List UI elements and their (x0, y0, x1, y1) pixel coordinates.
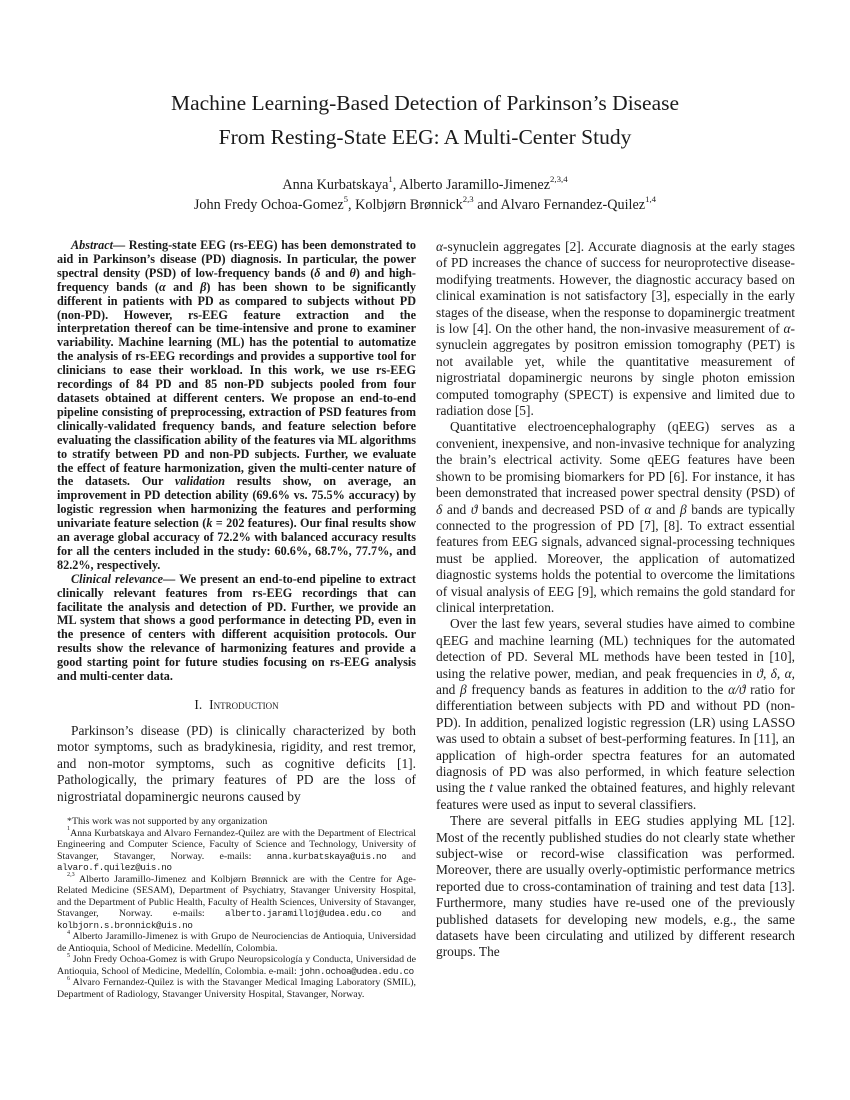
body-paragraph-3 (436, 616, 795, 813)
text-run: δ (436, 501, 443, 517)
text-run: β (679, 501, 687, 517)
text-run: 2,3 (462, 193, 474, 204)
text-run: ϑ (756, 665, 763, 681)
text-run: results show, on average, an improvement in PD detection ability (69.6% vs. 75.5% accuracy) by logistic regression when harmonizing the features and performing univariate feature selection ( (57, 474, 417, 531)
text-run: , (776, 665, 785, 681)
text-run: 1 (67, 826, 71, 833)
authors-line-2 (0, 195, 850, 215)
text-run: α/ϑ (728, 681, 746, 697)
text-run: , Kolbjørn Brønnick (348, 197, 463, 213)
text-run: δ (770, 665, 777, 681)
text-run: 2,3 (67, 872, 75, 879)
clinical-relevance-paragraph (57, 573, 416, 684)
text-run: , and (436, 665, 795, 697)
paper-title-line-1: Machine Learning-Based Detection of Parkinson’s Disease (170, 91, 680, 115)
text-run: There are several pitfalls in EEG studies applying ML [12]. Most of the recently published studies do not clearly state whether subject-wise or record-wise classification was performed. Moreover, there are usually overly-optimistic performance metrics reported due to cross-contamination of training and test data [13]. Furthermore, many studies have re-used one of the previously published datasets for developing new models, e.g., the same datasets have been circulating and utilized by different research groups. The (436, 813, 795, 960)
text-run: Clinical relevance— (71, 571, 176, 586)
text-run: ratio for differentiation between subjects with PD and without PD (non-PD). In addition, penalized logistic regression (LR) using LASSO was used to obtain a subset of best-performing features. In [11], an application of high-order spectra features for an automated diagnosis of PD was also performed, in which feature selection using the (436, 681, 795, 796)
text-run: We present an end-to-end pipeline to extract clinically relevant features from rs-EEG recordings that can facilitate the analysis and detection of PD. Further, we provide an ML system that shows a good performance in detecting PD, even in the presence of centers with different acquisition protocols. Our results show the relevance of harmonizing features and provide a good starting point for future studies focusing on rs-EEG analysis and multi-center data. (57, 571, 416, 684)
text-run: Resting-state EEG (rs-EEG) has been demonstrated to aid in Parkinson’s disease (PD) diagnosis. In particular, the power spectral density (PSD) of low-frequency bands ( (57, 238, 416, 280)
left-column (57, 239, 416, 1000)
text-run: Quantitative electroencephalography (qEEG) serves as a convenient, inexpensive, and non-invasive technique for analyzing the brain’s electrical activity. Some qEEG features have been shown to be promising biomarkers for PD [6]. For instance, it has been demonstrated that increased power spectral density (PSD) of (436, 419, 795, 501)
text-run: and (320, 265, 350, 280)
text-run: 5 (343, 193, 349, 204)
text-run: , (762, 665, 771, 681)
text-run: *This work was not supported by any organization (67, 816, 268, 828)
text-run: α (158, 279, 166, 294)
text-run: value ranked the obtained features, and highly relevant features were used as input to several classifiers. (436, 780, 795, 812)
text-run: = 202 features). Our final results show an average global accuracy of 72.2% with balanced accuracy results for all the centers included in the study: 60.6%, 68.7%, 77.7%, and 82.2%, respectively. (57, 516, 416, 572)
footnote-affiliation-1 (57, 828, 416, 874)
text-run: Anna Kurbatskaya and Alvaro Fernandez-Quilez are with the Department of Electrical Engineering and Computer Science, Faculty of Science and Technology, University of Stavanger, Stavanger, Norway. e-mails: (57, 827, 416, 862)
text-run: -synuclein aggregates [2]. Accurate diagnosis at the early stages of PD increases the chance of success for neuroprotective disease-modifying treatments. However, the diagnostic accuracy based on clinical examination is not satisfactory [3], especially in the early stages of the disease, when the response to dopaminergic treatment is low [4]. On the other hand, the non-invasive measurement of (436, 239, 795, 337)
text-run: frequency bands as features in addition to the (466, 681, 729, 697)
text-run: alvaro.f.quilez@uis.no (57, 862, 172, 874)
author-block (0, 175, 850, 215)
paper-title (70, 86, 780, 154)
text-run: ) and high-frequency bands ( (57, 265, 416, 294)
text-run: δ (314, 265, 321, 280)
text-run: Alberto Jaramillo-Jimenez and Kolbjørn Brønnick are with the Centre for Age-Related Medicine (SESAM), Department of Psychiatry, Stavanger University Hospital, and the Department of Public Health, Faculty of Health Sciences, University of Stavanger, Stavanger, Norway. e-mails: (57, 873, 416, 920)
text-run: and Alvaro Fernandez-Quilez (473, 197, 646, 213)
body-paragraph-1 (436, 239, 795, 419)
text-run: bands are typically connected to the progression of PD [7], [8]. To extract essential features from EEG signals, advanced signal-processing techniques must be applied. Moreover, the application of automatized diagnostic systems holds the potential to overcome the limitations of visual analysis of EEG [9], which remains the gold standard for clinical interpretation. (436, 501, 795, 615)
body-paragraph-2 (436, 419, 795, 616)
section-number: I. (194, 697, 203, 712)
text-run: k (206, 516, 213, 531)
text-run: 5 (67, 952, 71, 959)
text-run: , Alberto Jaramillo-Jimenez (392, 177, 550, 193)
text-run: Anna Kurbatskaya (282, 177, 389, 193)
section-title: Introduction (209, 697, 279, 712)
text-run: john.ochoa@udea.edu.co (299, 965, 414, 977)
text-run: John Fredy Ochoa-Gomez is with Grupo Neuropsicología y Conducta, Universidad de Antioquia, School of Medicine, Medellín, Colombia. e-mail: (57, 954, 416, 977)
text-run: and (165, 279, 201, 294)
text-run: Alvaro Fernandez-Quilez is with the Stavanger Medical Imaging Laboratory (SMIL), Department of Radiology, Stavanger University Hospital, Stavanger, Norway. (57, 977, 416, 1000)
footnote-support (57, 816, 416, 828)
text-run: Alberto Jaramillo-Jimenez is with Grupo de Neurociencias de Antioquia, Universidad de Antioquia, School of Medicine. Medellín, Colombia. (57, 931, 416, 954)
text-run: bands and decreased PSD of (477, 501, 645, 517)
text-run: validation (174, 474, 225, 489)
text-run: 4 (67, 929, 71, 936)
introduction-paragraph (57, 723, 416, 805)
text-run: 2,3,4 (550, 173, 568, 184)
text-run: and (442, 501, 471, 517)
text-run: Parkinson’s disease (PD) is clinically characterized by both motor symptoms, such as bradykinesia, rigidity, and rest tremor, and non-motor symptoms, such as cognitive deficits [1]. Pathologically, the primary features of PD are the loss of nigrostriatal dopaminergic neurons caused by (57, 723, 416, 804)
text-run: and (381, 908, 416, 920)
text-run: 1 (388, 173, 393, 184)
footnote-affiliation-6 (57, 977, 416, 1000)
text-run: α (784, 665, 792, 681)
two-column-body (57, 239, 795, 1000)
text-run: alberto.jaramilloj@udea.edu.co (225, 908, 382, 920)
text-run: ϑ (470, 501, 478, 517)
text-run: -synuclein aggregates by positron emission tomography (PET) is not available yet, while the quantitative measurement of nigrostriatal dopaminergic neurons by single photon emission computed tomography (SPECT) is expensive and limited due to radiation dose [5]. (436, 321, 795, 419)
text-run: α (436, 239, 444, 254)
text-run: α (783, 321, 791, 337)
text-run: Abstract— (71, 238, 126, 252)
text-run: β (460, 681, 467, 697)
text-run: Over the last few years, several studies have aimed to combine qEEG and machine learning (ML) techniques for the automated detection of PD. Several ML methods have been tested in [10], using the relative power, median, and peak frequencies in (436, 616, 795, 681)
text-run: ) has been shown to be significantly different in patients with PD as compared to subjects without PD (non-PD). However, rs-EEG feature extraction and the interpretation thereof can be time-intensive and prone to examiner variability. Machine learning (ML) has the potential to automatize the analysis of rs-EEG recordings and provides a supportive tool for clinicians to ease their workload. In this work, we use rs-EEG recordings of 84 PD and 85 non-PD subjects pooled from four datasets obtained at different centers. We propose an end-to-end pipeline consisting of preprocessing, extraction of PSD features from clinically-validated frequency bands, and feature selection before evaluating the classification ability of the features via ML algorithms to stratify between PD and non-PD subjects. Further, we evaluate the effect of feature harmonization, given the multi-center nature of the datasets. Our (57, 279, 417, 489)
section-heading-introduction (57, 697, 416, 713)
text-run: θ (349, 265, 356, 280)
footnote-affiliation-5 (57, 954, 416, 977)
text-run: kolbjorn.s.bronnick@uis.no (57, 919, 193, 931)
text-run: anna.kurbatskaya@uis.no (266, 850, 387, 862)
text-run: John Fredy Ochoa-Gomez (193, 197, 344, 213)
text-run: 1,4 (645, 193, 657, 204)
text-run: t (489, 780, 494, 796)
text-run: and (651, 501, 680, 517)
text-run: and (386, 850, 416, 862)
paper-title-line-2: From Resting-State EEG: A Multi-Center Study (218, 125, 632, 149)
right-column (436, 239, 795, 1000)
body-paragraph-4 (436, 813, 795, 961)
authors-line-1 (0, 175, 850, 195)
text-run: β (200, 279, 207, 294)
footnote-affiliation-2-3 (57, 874, 416, 932)
footnotes-block (57, 816, 416, 1000)
abstract-paragraph (57, 239, 416, 573)
text-run: 6 (67, 975, 71, 982)
text-run: α (644, 501, 652, 517)
footnote-affiliation-4 (57, 931, 416, 954)
